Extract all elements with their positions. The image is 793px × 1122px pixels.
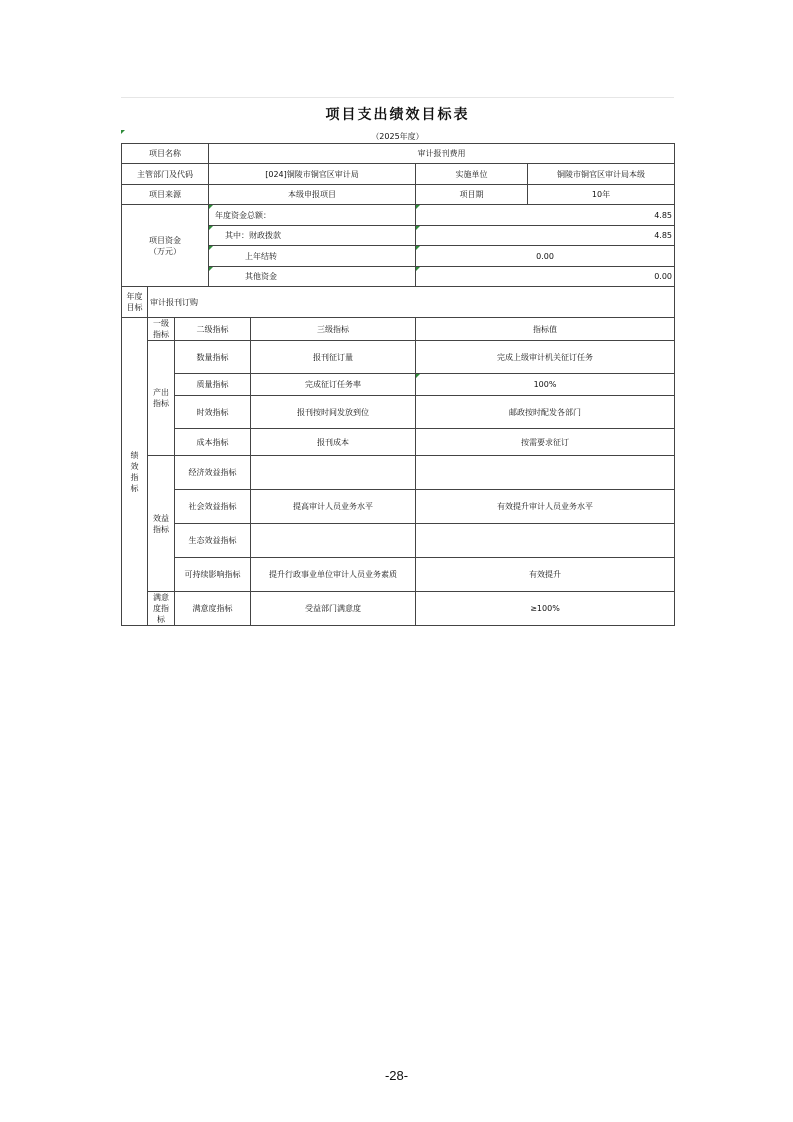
funds-fiscal-label: 其中：财政拨款 xyxy=(209,226,416,246)
indicator-l1-header: 一级 指标 xyxy=(148,318,175,341)
indicator-value: 100% xyxy=(416,374,675,396)
cell-marker-icon xyxy=(416,267,420,271)
indicator-l3 xyxy=(251,456,416,490)
indicator-value: 按需要求征订 xyxy=(416,429,675,456)
indicator-l2: 数量指标 xyxy=(175,341,251,374)
source-label: 项目来源 xyxy=(122,185,209,205)
period-label: 项目期 xyxy=(416,185,528,205)
annual-goal-text: 审计报刊订购 xyxy=(148,287,675,318)
indicator-l2: 社会效益指标 xyxy=(175,490,251,524)
table-row xyxy=(122,144,675,164)
source-value: 本级申报项目 xyxy=(209,185,416,205)
funds-carryover-label: 上年结转 xyxy=(209,246,416,267)
indicator-l2: 可持续影响指标 xyxy=(175,558,251,592)
table-row xyxy=(122,396,675,429)
year-row xyxy=(121,130,674,143)
table-row xyxy=(122,490,675,524)
indicator-header-row xyxy=(122,318,675,341)
fiscal-year: （2025年度） xyxy=(371,132,424,141)
page-number: -28- xyxy=(384,1068,409,1083)
funds-other-label: 其他资金 xyxy=(209,267,416,287)
indicator-value: 邮政按时配发各部门 xyxy=(416,396,675,429)
annual-goal-label: 年度 目标 xyxy=(122,287,148,318)
cell-marker-icon xyxy=(209,267,213,271)
indicator-l2: 生态效益指标 xyxy=(175,524,251,558)
cell-marker-icon xyxy=(209,205,213,209)
cell-marker-icon xyxy=(416,226,420,230)
indicator-value xyxy=(416,456,675,490)
indicator-l3 xyxy=(251,524,416,558)
cell-marker-icon xyxy=(209,246,213,250)
indicator-l2: 经济效益指标 xyxy=(175,456,251,490)
table-row xyxy=(122,287,675,318)
satisfaction-indicators-label: 满意度指标 xyxy=(148,592,175,626)
funds-other-value: 0.00 xyxy=(416,267,675,287)
table-row xyxy=(122,164,675,185)
indicator-value: 完成上级审计机关征订任务 xyxy=(416,341,675,374)
table-row xyxy=(122,592,675,626)
funds-total-value: 4.85 xyxy=(416,205,675,226)
indicator-l2: 质量指标 xyxy=(175,374,251,396)
indicator-value: 有效提升 xyxy=(416,558,675,592)
indicator-l3: 受益部门满意度 xyxy=(251,592,416,626)
indicator-l3: 报刊征订量 xyxy=(251,341,416,374)
funds-total-label: 年度资金总额： xyxy=(209,205,416,226)
dept-value: [024]铜陵市铜官区审计局 xyxy=(209,164,416,185)
cell-marker-icon xyxy=(416,246,420,250)
table-row xyxy=(122,185,675,205)
title-row xyxy=(121,97,674,130)
benefit-indicators-label: 效益 指标 xyxy=(148,456,175,592)
indicator-l3: 报刊成本 xyxy=(251,429,416,456)
cell-marker-icon xyxy=(209,226,213,230)
table-row xyxy=(122,205,675,226)
table-row xyxy=(122,558,675,592)
target-table xyxy=(121,143,675,626)
indicator-l2: 时效指标 xyxy=(175,396,251,429)
indicator-l3: 完成征订任务率 xyxy=(251,374,416,396)
cell-marker-icon xyxy=(416,205,420,209)
indicator-l2: 成本指标 xyxy=(175,429,251,456)
indicators-section-label: 绩效指标 xyxy=(122,318,148,626)
dept-label: 主管部门及代码 xyxy=(122,164,209,185)
table-row xyxy=(122,341,675,374)
indicator-l3-header: 三级指标 xyxy=(251,318,416,341)
page-title: 项目支出绩效目标表 xyxy=(325,107,470,123)
table-row xyxy=(122,429,675,456)
funds-fiscal-value: 4.85 xyxy=(416,226,675,246)
impl-label: 实施单位 xyxy=(416,164,528,185)
indicator-value: ≥100% xyxy=(416,592,675,626)
cell-marker-icon xyxy=(121,130,125,134)
table-row xyxy=(122,456,675,490)
cell-marker-icon xyxy=(416,374,420,378)
output-indicators-label: 产出 指标 xyxy=(148,341,175,456)
table-row xyxy=(122,374,675,396)
indicator-l3: 提升行政事业单位审计人员业务素质 xyxy=(251,558,416,592)
performance-target-sheet xyxy=(121,97,674,626)
funds-label: 项目资金 （万元） xyxy=(122,205,209,287)
indicator-l2-header: 二级指标 xyxy=(175,318,251,341)
indicator-value: 有效提升审计人员业务水平 xyxy=(416,490,675,524)
impl-value: 铜陵市铜官区审计局本级 xyxy=(528,164,675,185)
project-name-value: 审计报刊费用 xyxy=(209,144,675,164)
indicator-l3: 提高审计人员业务水平 xyxy=(251,490,416,524)
indicator-l2: 满意度指标 xyxy=(175,592,251,626)
period-value: 10年 xyxy=(528,185,675,205)
indicator-l3: 报刊按时间发放到位 xyxy=(251,396,416,429)
project-name-label: 项目名称 xyxy=(122,144,209,164)
indicator-value-header: 指标值 xyxy=(416,318,675,341)
table-row xyxy=(122,524,675,558)
indicator-value xyxy=(416,524,675,558)
funds-carryover-value: 0.00 xyxy=(416,246,675,267)
